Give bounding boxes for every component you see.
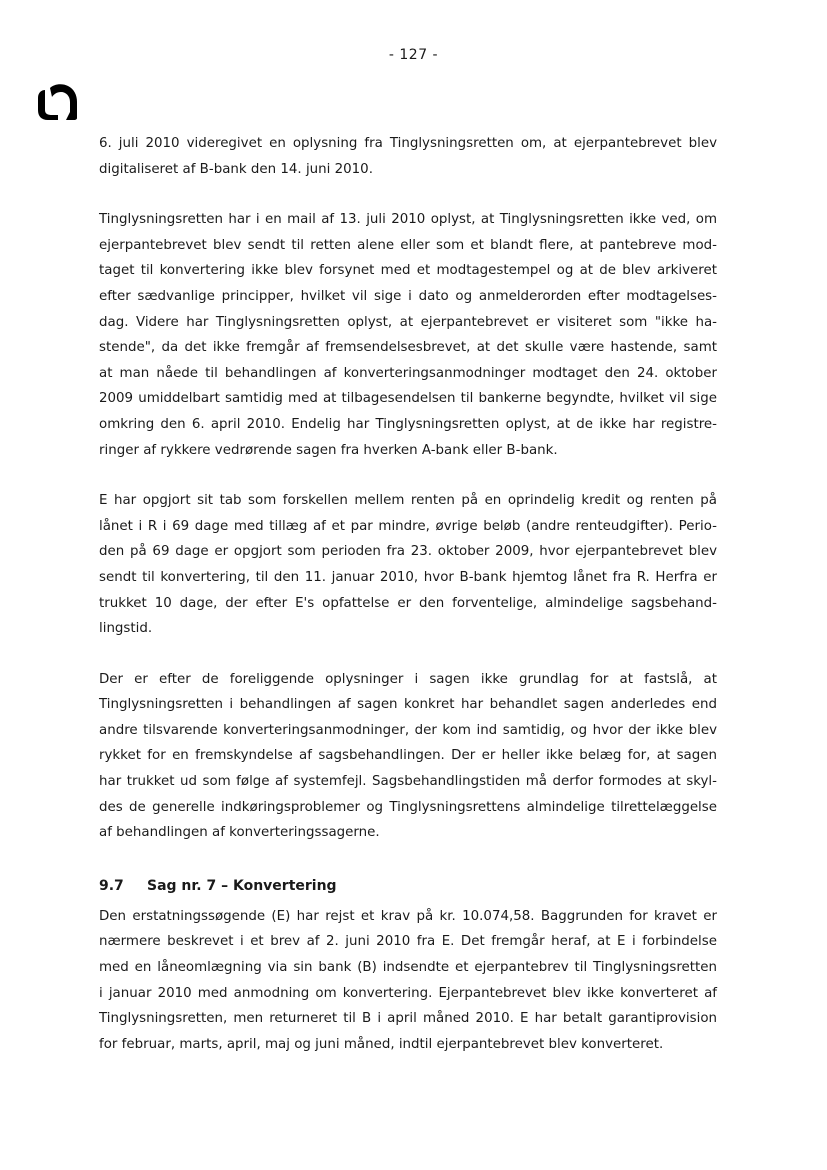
paragraph-1 xyxy=(99,131,717,182)
text-line: andre tilsvarende konverteringsanmodninger, der kom ind samtidig, og hvor der ikke blev xyxy=(99,722,717,738)
text-line: i januar 2010 med anmodning om konvertering. Ejerpantebrevet blev ikke konverteret af xyxy=(99,985,717,1001)
text-line: dag. Videre har Tinglysningsretten oplyst, at ejerpantebrevet er visiteret som "ikke ha- xyxy=(99,314,717,330)
text-line: 6. juli 2010 videregivet en oplysning fra Tinglysningsretten om, at ejerpantebrevet blev xyxy=(99,136,717,151)
organization-logo-icon xyxy=(36,84,78,120)
text-line: taget til konvertering ikke blev forsynet med et modtagestempel og at de blev arkiveret xyxy=(99,263,717,279)
text-line: stende", da det ikke fremgår af fremsendelsesbrevet, at det skulle være hastende, samt xyxy=(99,340,717,356)
text-line: des de generelle indkøringsproblemer og Tinglysningsrettens almindelige tilrettelæggelse xyxy=(99,799,717,815)
text-line: rykket for en fremskyndelse af sagsbehandlingen. Der er heller ikke belæg for, at sagen xyxy=(99,748,717,764)
text-line: for februar, marts, april, maj og juni måned, indtil ejerpantebrevet blev konverteret. xyxy=(99,1036,664,1052)
text-line: E har opgjort sit tab som forskellen mellem renten på en oprindelig kredit og renten på xyxy=(99,493,717,509)
text-line: Der er efter de foreliggende oplysninger i sagen ikke grundlag for at fastslå, at xyxy=(99,671,717,687)
text-line: den på 69 dage er opgjort som perioden fra 23. oktober 2009, hvor ejerpantebrevet blev xyxy=(99,544,717,560)
text-line: at man nåede til behandlingen af konverteringsanmodninger modtaget den 24. oktober xyxy=(99,365,717,381)
paragraph-2 xyxy=(99,207,717,463)
text-line: lingstid. xyxy=(99,621,153,637)
text-line: sendt til konvertering, til den 11. januar 2010, hvor B-bank hjemtog lånet fra R. Herfra er xyxy=(99,569,717,585)
text-line: ringer af rykkere vedrørende sagen fra hverken A-bank eller B-bank. xyxy=(99,442,558,458)
page-number: - 127 - xyxy=(388,47,439,63)
text-line: 2009 umiddelbart samtidig med at tilbagesendelsen til bankerne begyndte, hvilket vil sige xyxy=(99,391,717,407)
text-line: nærmere beskrevet i et brev af 2. juni 2010 fra E. Det fremgår heraf, at E i forbindelse xyxy=(99,934,717,950)
text-line: Tinglysningsretten har i en mail af 13. juli 2010 oplyst, at Tinglysningsretten ikke ved, om xyxy=(99,212,717,228)
paragraph-4 xyxy=(99,667,717,846)
section-title: Sag nr. 7 – Konvertering xyxy=(147,877,337,894)
text-line: af behandlingen af konverteringssagerne. xyxy=(99,825,380,841)
text-line: har trukket ud som følge af systemfejl. Sagsbehandlingstiden må derfor formodes at skyl- xyxy=(99,774,717,790)
text-line: digitaliseret af B-bank den 14. juni 2010. xyxy=(99,161,373,177)
document-body xyxy=(99,131,717,1057)
section-paragraph xyxy=(99,904,717,1058)
text-line: Tinglysningsretten, men returneret til B i april måned 2010. E har betalt garantiprovision xyxy=(99,1011,717,1027)
text-line: Den erstatningssøgende (E) har rejst et krav på kr. 10.074,58. Baggrunden for kravet er xyxy=(99,908,717,924)
text-line: ejerpantebrevet blev sendt til retten alene eller som et blandt flere, at pantebreve mod- xyxy=(99,237,717,253)
text-line: trukket 10 dage, der efter E's opfattelse er den forventelige, almindelige sagsbehand- xyxy=(99,595,717,611)
paragraph-3 xyxy=(99,488,717,642)
text-line: lånet i R i 69 dage med tillæg af et par mindre, øvrige beløb (andre renteudgifter). Perio- xyxy=(99,518,717,534)
text-line: efter sædvanlige principper, hvilket vil sige i dato og anmelderorden efter modtagelses- xyxy=(99,288,717,304)
section-heading xyxy=(99,873,717,899)
text-line: med en låneomlægning via sin bank (B) indsendte et ejerpantebrev til Tinglysningsretten xyxy=(99,960,717,976)
text-line: omkring den 6. april 2010. Endelig har Tinglysningsretten oplyst, at de ikke har registre- xyxy=(99,416,717,432)
section-number: 9.7 xyxy=(99,877,124,894)
text-line: Tinglysningsretten i behandlingen af sagen konkret har behandlet sagen anderledes end xyxy=(99,697,717,713)
